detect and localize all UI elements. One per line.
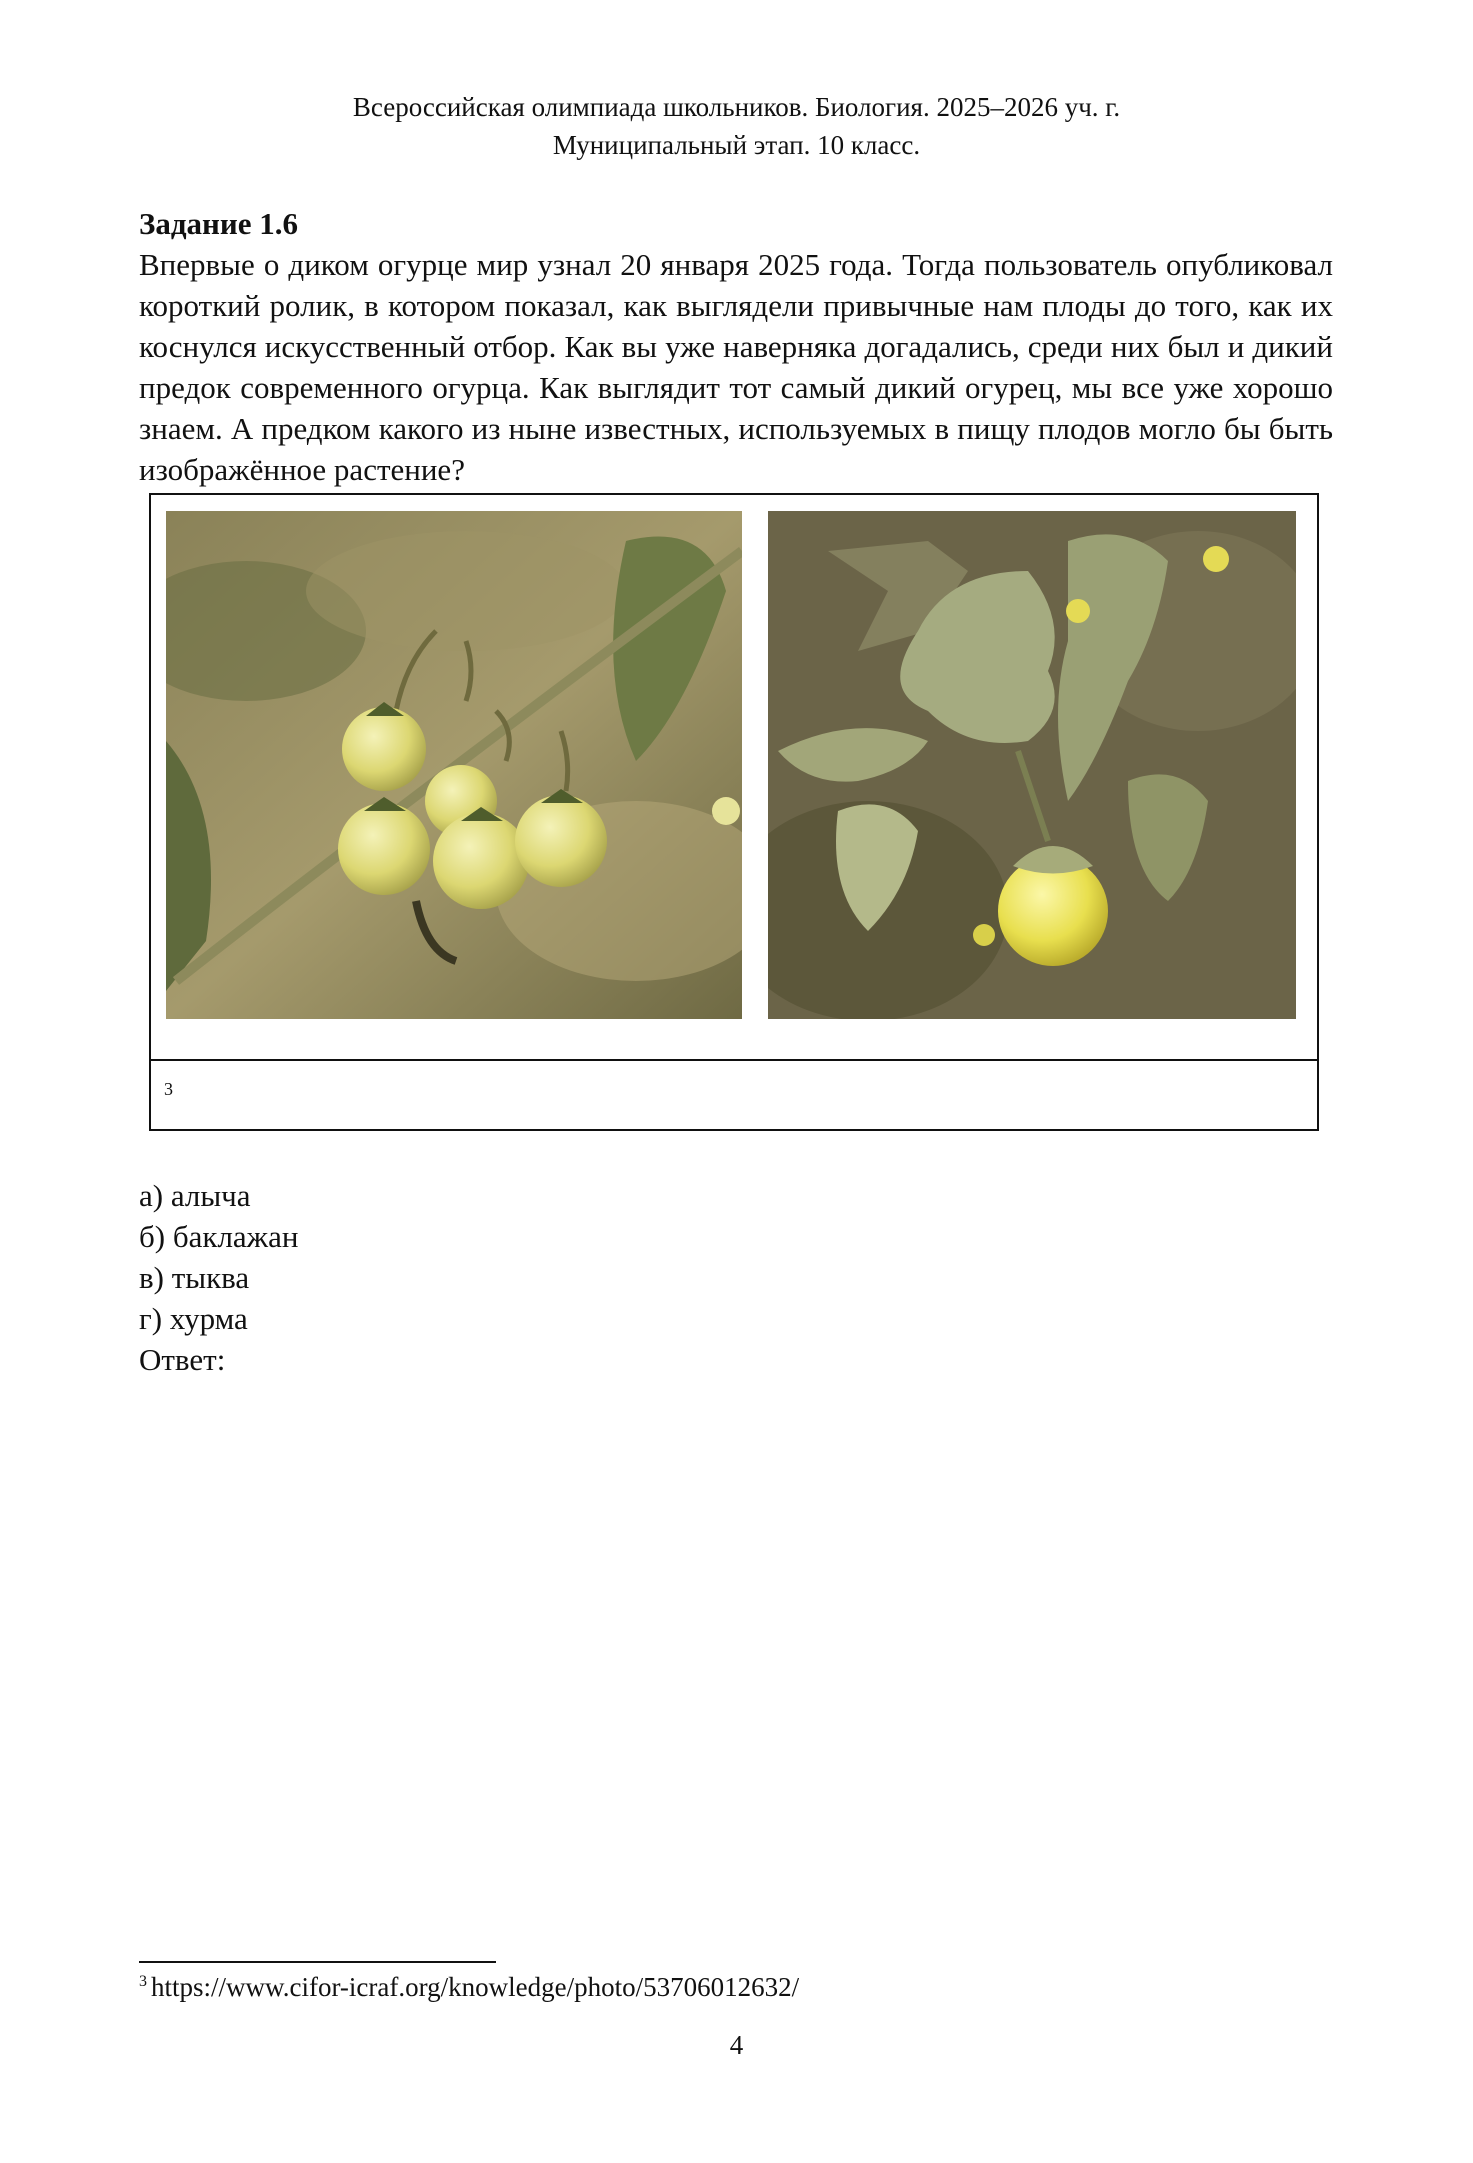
answer-label: Ответ: (139, 1342, 226, 1377)
figure-caption-ref: 3 (164, 1079, 173, 1099)
footnote-url: https://www.cifor-icraf.org/knowledge/photo/53706012632/ (151, 1972, 800, 2002)
header-line-2: Муниципальный этап. 10 класс. (552, 130, 921, 160)
option-b: б) баклажан (139, 1219, 299, 1254)
page-number: 4 (729, 2030, 744, 2060)
option-d: г) хурма (139, 1301, 248, 1336)
footnote-mark: 3 (139, 1973, 147, 1990)
photo-fruit-with-leaves (768, 511, 1296, 1019)
footnote (139, 1972, 799, 2003)
photo-fruits-on-branch (166, 511, 742, 1019)
footnote-divider (139, 1961, 496, 1963)
page-header (0, 88, 1473, 164)
option-c: в) тыква (139, 1260, 250, 1295)
header-line-1: Всероссийская олимпиада школьников. Биология. 2025–2026 уч. г. (352, 92, 1121, 122)
task-text: Впервые о диком огурце мир узнал 20 января 2025 года. Тогда пользователь опубликовал короткий ролик, в котором показал, как выглядели привычные нам плоды до того, как их коснулся искусственный отбор. Как вы уже наверняка догадались, среди них был и дикий предок современного огурца. Как выглядит тот самый дикий огурец, мы все уже хорошо знаем. А предком какого из ныне известных, используемых в пищу плодов могло бы быть изображённое растение? (139, 247, 1333, 487)
answer-options (139, 1175, 298, 1380)
task-title: Задание 1.6 (139, 206, 299, 241)
figure-photos-row (151, 495, 1317, 1061)
figure-table (149, 493, 1319, 1131)
option-a: а) алыча (139, 1178, 251, 1213)
